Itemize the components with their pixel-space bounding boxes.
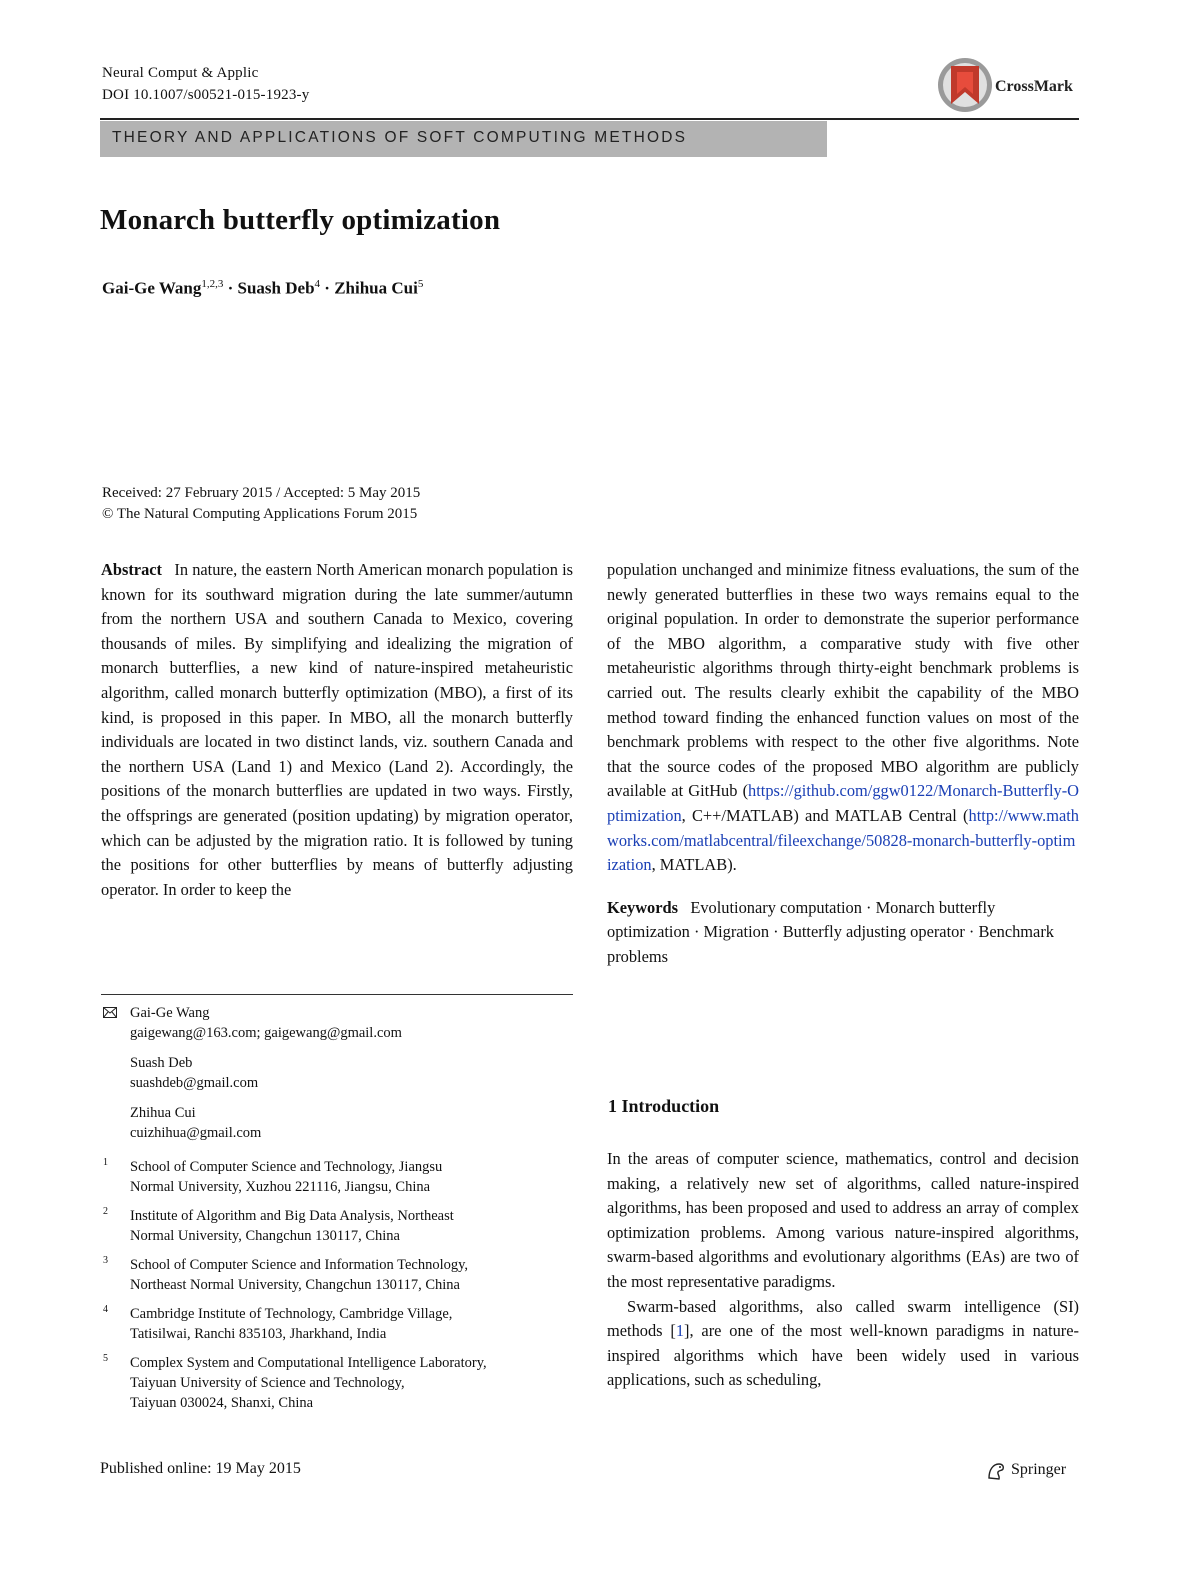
abstract-text-continued: population unchanged and minimize fitness evaluations, the sum of the newly generated butterflies in these two ways remains equal to the original population. In order to demonstrate the superior performance of the MBO algorithm, a comparative study with five other metaheuristic algorithms through thirty-eight benchmark problems is carried out. The results clearly exhibit the capability of the MBO method toward finding the enhanced function values on most of the benchmark problems with respect to the other five algorithms. Note that the source codes of the proposed MBO algorithm are publicly available at GitHub ( — [607, 560, 1079, 801]
author-affiliation-mark: 1,2,3 — [201, 278, 224, 290]
affiliation-item — [101, 1353, 571, 1413]
correspondence-block — [101, 1003, 571, 1422]
intro-paragraph — [607, 1295, 1079, 1393]
affiliation-item — [101, 1206, 571, 1246]
publisher-name: Springer — [1011, 1461, 1067, 1478]
affiliation-number: 5 — [103, 1353, 108, 1364]
affiliation-item — [101, 1255, 571, 1295]
affiliation-line: Northeast Normal University, Changchun 130117, China — [130, 1277, 460, 1293]
paper-title: Monarch butterfly optimization — [100, 204, 501, 236]
footnote-rule — [101, 994, 573, 995]
affiliation-number: 2 — [103, 1206, 108, 1217]
affiliation-line: Taiyuan University of Science and Technology, — [130, 1375, 405, 1391]
author-name[interactable]: Gai-Ge Wang — [102, 278, 202, 298]
abstract-text: In nature, the eastern North American monarch population is known for its southward migration during the late summer/autumn from the northern USA and southern Canada to Mexico, covering thousands of miles. By simplifying and idealizing the migration of monarch butterflies, a new kind of nature-inspired metaheuristic algorithm, called monarch butterfly optimization (MBO), a first of its kind, is proposed in this paper. In MBO, all the monarch butterfly individuals are located in two distinct lands, viz. southern Canada and the northern USA (Land 1) and Mexico (Land 2). Accordingly, the positions of the monarch butterflies are updated in two ways. Firstly, the offsprings are generated (position updating) by migration operator, which can be adjusted by the migration ratio. It is followed by tuning the positions for other butterflies by means of butterfly adjusting operator. In order to keep the — [101, 560, 573, 899]
abstract-left — [101, 558, 573, 902]
author-name[interactable]: Zhihua Cui — [334, 278, 418, 298]
published-online: Published online: 19 May 2015 — [100, 1460, 301, 1477]
crossmark-label: CrossMark — [995, 78, 1073, 95]
header-rule — [100, 118, 1079, 120]
abstract-label: Abstract — [101, 560, 162, 579]
section-band — [100, 121, 827, 157]
abstract-text: , C++/MATLAB) and MATLAB Central ( — [681, 805, 969, 825]
github-link[interactable]: https://github.com/ggw0122/Monarch-Butterfly-Optimization — [607, 781, 1079, 825]
author-affiliation-mark: 5 — [417, 278, 424, 290]
contact-name: Suash Deb — [130, 1055, 193, 1071]
affiliation-number: 3 — [103, 1255, 108, 1266]
intro-text: Swarm-based algorithms, also called swarm intelligence (SI) methods [ — [607, 1296, 1079, 1341]
publisher-logo — [985, 1459, 1085, 1483]
author-list — [102, 278, 423, 299]
contact-name: Zhihua Cui — [130, 1105, 196, 1121]
crossmark-icon — [935, 54, 1085, 116]
author-separator: · — [223, 278, 238, 298]
keywords-label: Keywords — [607, 897, 679, 917]
introduction-body — [607, 1147, 1079, 1393]
contact-entry — [101, 1103, 571, 1143]
contact-entry — [101, 1003, 571, 1043]
affiliation-line: Normal University, Changchun 130117, China — [130, 1228, 400, 1244]
copyright: © The Natural Computing Applications Forum 2015 — [102, 506, 418, 522]
contact-email[interactable]: cuizhihua@gmail.com — [130, 1125, 262, 1141]
intro-text: ], are one of the most well-known paradigms in nature-inspired algorithms which have been widely used in various applications, such as scheduling, — [607, 1321, 1079, 1390]
contact-email[interactable]: suashdeb@gmail.com — [130, 1075, 259, 1091]
crossmark-badge[interactable] — [935, 54, 1085, 116]
contact-entry — [101, 1053, 571, 1093]
affiliation-line: School of Computer Science and Technology, Jiangsu — [130, 1159, 443, 1175]
affiliation-number: 1 — [103, 1157, 108, 1168]
springer-horse-icon — [985, 1460, 1007, 1482]
affiliation-number: 4 — [103, 1304, 108, 1315]
envelope-icon — [103, 1007, 117, 1018]
affiliation-item — [101, 1157, 571, 1197]
section-heading-introduction: 1 Introduction — [608, 1096, 720, 1116]
affiliation-item — [101, 1304, 571, 1344]
contact-name: Gai-Ge Wang — [130, 1005, 210, 1021]
author-affiliation-mark: 4 — [314, 278, 321, 290]
affiliation-list — [101, 1157, 571, 1413]
affiliation-line: School of Computer Science and Information Technology, — [130, 1257, 469, 1273]
affiliation-line: Taiyuan 030024, Shanxi, China — [130, 1395, 314, 1411]
affiliation-line: Cambridge Institute of Technology, Cambridge Village, — [130, 1306, 453, 1322]
citation-link[interactable]: 1 — [675, 1321, 685, 1341]
journal-name: Neural Comput & Applic — [102, 65, 259, 81]
affiliation-line: Institute of Algorithm and Big Data Analysis, Northeast — [130, 1208, 454, 1224]
received-accepted: Received: 27 February 2015 / Accepted: 5 May 2015 — [102, 485, 421, 501]
affiliation-line: Normal University, Xuzhou 221116, Jiangsu, China — [130, 1179, 431, 1195]
journal-info — [102, 62, 309, 106]
author-name[interactable]: Suash Deb — [237, 278, 315, 298]
keywords-text: Evolutionary computation · Monarch butterfly optimization · Migration · Butterfly adjusting operator · Benchmark problems — [607, 897, 1054, 966]
abstract-text: , MATLAB). — [651, 855, 737, 875]
section-band-label: THEORY AND APPLICATIONS OF SOFT COMPUTING METHODS — [112, 129, 688, 146]
author-separator: · — [320, 278, 335, 298]
affiliation-line: Complex System and Computational Intelligence Laboratory, — [130, 1355, 487, 1371]
intro-paragraph: In the areas of computer science, mathematics, control and decision making, a relatively new set of algorithms, called nature-inspired algorithms, has been proposed and used to address an array of complex optimization problems. Among various nature-inspired algorithms, swarm-based algorithms and evolutionary algorithms (EAs) are two of the most representative paradigms. — [607, 1149, 1079, 1291]
contact-email[interactable]: gaigewang@163.com; gaigewang@gmail.com — [130, 1025, 402, 1041]
abstract-right — [607, 558, 1079, 970]
publication-dates — [102, 483, 420, 525]
doi[interactable]: DOI 10.1007/s00521-015-1923-y — [102, 87, 310, 103]
mathworks-link[interactable]: http://www.mathworks.com/matlabcentral/fileexchange/50828-monarch-butterfly-optimization — [607, 805, 1079, 875]
affiliation-line: Tatisilwai, Ranchi 835103, Jharkhand, India — [130, 1326, 387, 1342]
